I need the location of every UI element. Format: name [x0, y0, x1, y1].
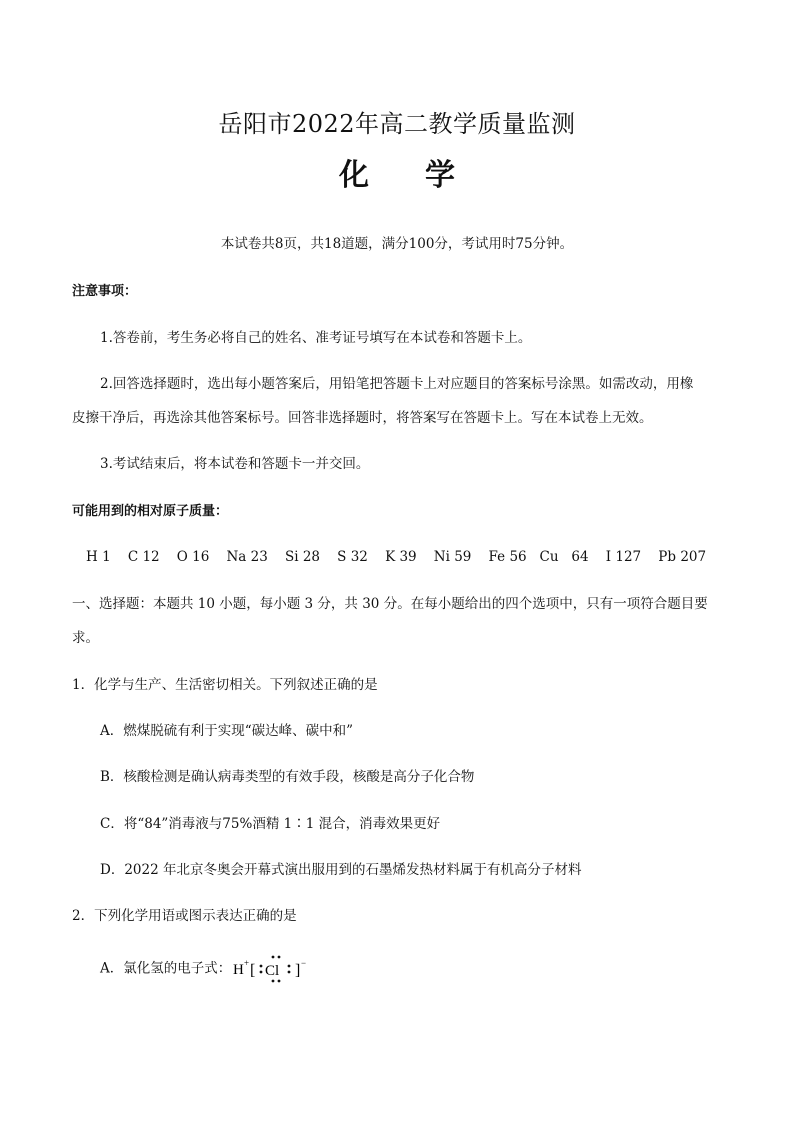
- question-2-option-a: [100, 954, 319, 984]
- formula-right-bracket: ]: [295, 962, 301, 979]
- section-1-heading-line-2: 求。: [72, 630, 99, 646]
- electron-dot: [260, 971, 263, 974]
- question-2-option-a-label: A．氯化氢的电子式：: [100, 960, 232, 977]
- notice-item-1: 1.答卷前，考生务必将自己的姓名、准考证号填写在本试卷和答题卡上。: [100, 330, 532, 346]
- subject-char-2: 学: [425, 158, 455, 193]
- hcl-electron-formula-svg: [233, 954, 319, 984]
- formula-cl: Cl: [265, 963, 280, 979]
- exam-intro: 本试卷共8页，共18道题，满分100分，考试用时75分钟。: [220, 236, 574, 252]
- question-1-option-d: D．2022 年北京冬奥会开幕式演出服用到的石墨烯发热材料属于有机高分子材料: [100, 862, 582, 878]
- question-2-stem: 2．下列化学用语或图示表达正确的是: [72, 908, 297, 924]
- question-1-option-b: B．核酸检测是确认病毒类型的有效手段，核酸是高分子化合物: [100, 769, 475, 785]
- electron-dot: [288, 965, 291, 968]
- formula-left-bracket: [: [250, 962, 256, 979]
- electron-dot: [272, 980, 275, 983]
- notice-item-2-line-2: 皮擦干净后，再选涂其他答案标号。回答非选择题时，将答案写在答题卡上。写在本试卷上无效。: [72, 410, 653, 426]
- formula-h: H: [233, 962, 245, 978]
- electron-dot: [272, 956, 275, 959]
- question-1-option-c: C．将“84”消毒液与75%酒精 1∶1 混合，消毒效果更好: [100, 816, 441, 832]
- hcl-electron-formula: [233, 954, 319, 984]
- subject-title: [0, 150, 794, 194]
- electron-dot: [278, 956, 281, 959]
- electron-dot: [260, 965, 263, 968]
- formula-plus: +: [244, 958, 250, 968]
- electron-dot: [278, 980, 281, 983]
- electron-dot: [288, 971, 291, 974]
- subject-char-1: 化: [339, 158, 369, 193]
- formula-minus: −: [301, 958, 307, 968]
- notice-heading: 注意事项：: [72, 284, 138, 299]
- atomic-mass-values: H 1 C 12 O 16 Na 23 Si 28 S 32 K 39 Ni 59 Fe 56 Cu 64 I 127 Pb 207: [86, 549, 707, 565]
- notice-item-3: 3.考试结束后，将本试卷和答题卡一并交回。: [100, 456, 370, 472]
- question-1-stem: 1．化学与生产、生活密切相关。下列叙述正确的是: [72, 677, 378, 693]
- notice-item-2-line-1: 2.回答选择题时，选出每小题答案后，用铅笔把答题卡上对应题目的答案标号涂黑。如需改动，用橡: [100, 376, 694, 392]
- question-1-option-a: A．燃煤脱硫有利于实现“碳达峰、碳中和”: [100, 723, 354, 739]
- section-1-heading-line-1: 一、选择题：本题共 10 小题，每小题 3 分，共 30 分。在每小题给出的四个选项中，只有一项符合题目要: [72, 596, 708, 612]
- atomic-mass-heading: 可能用到的相对原子质量：: [72, 504, 229, 519]
- exam-title: 岳阳市2022年高二教学质量监测: [218, 110, 576, 138]
